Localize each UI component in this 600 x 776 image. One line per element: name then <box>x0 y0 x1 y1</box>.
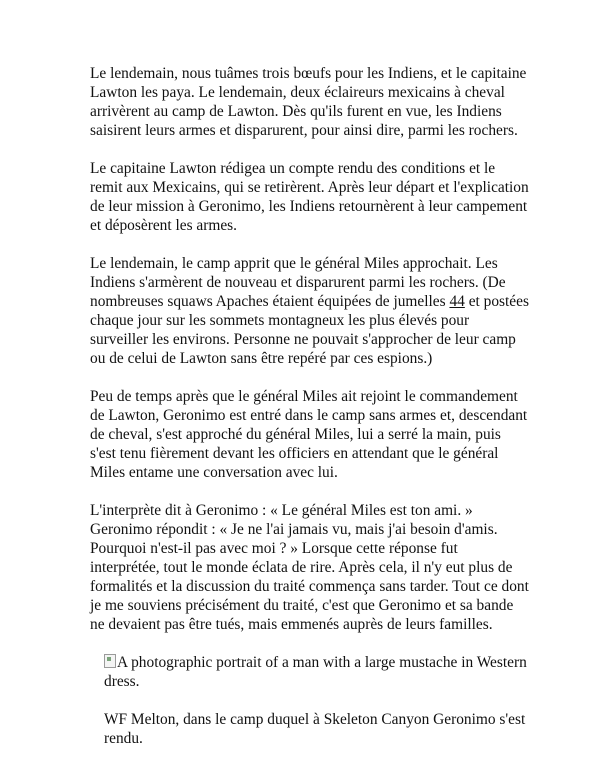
paragraph-3-text-before: Le lendemain, le camp apprit que le général Miles approchait. Les Indiens s'armèrent de nouveau et disparurent parmi les rochers. (De nombreuses squaws Apaches étaient équipées de jumelles <box>90 255 506 310</box>
paragraph-3-text-after: et postées chaque jour sur les sommets montagneux les plus élevés pour surveiller les environs. Personne ne pouvait s'approcher de leur camp ou de celui de Lawton sans être repéré par ces espions.) <box>90 293 529 367</box>
image-alt-text: A photographic portrait of a man with a large mustache in Western dress. <box>104 654 527 690</box>
paragraph-2: Le capitaine Lawton rédigea un compte rendu des conditions et le remit aux Mexicains, qui se retirèrent. Après leur départ et l'explication de leur mission à Geronimo, les Indiens retournèrent à leur campement et déposèrent les armes. <box>90 160 529 234</box>
portrait-image-placeholder <box>104 654 527 690</box>
figure-caption: WF Melton, dans le camp duquel à Skeleton Canyon Geronimo s'est rendu. <box>104 711 526 747</box>
footnote-link-44[interactable]: 44 <box>449 293 465 310</box>
paragraph-3 <box>90 254 530 368</box>
paragraph-4: Peu de temps après que le général Miles ait rejoint le commandement de Lawton, Geronimo est entré dans le camp sans armes et, descendant de cheval, s'est approché du général Miles, lui a serré la main, puis s'est tenu fièrement devant les officiers en attendant que le général Miles entame une conversation avec lui. <box>90 388 528 481</box>
paragraph-5: L'interprète dit à Geronimo : « Le général Miles est ton ami. » Geronimo répondit : « Je ne l'ai jamais vu, mais j'ai besoin d'amis. Pourquoi n'est-il pas avec moi ? » Lorsque cette réponse fut interprétée, tout le monde éclata de rire. Après cela, il n'y eut plus de formalités et la discussion du traité commença sans tarder. Tout ce dont je me souviens précisément du traité, c'est que Geronimo et sa bande ne devaient pas être tués, mais emmenés auprès de leurs familles. <box>90 502 529 633</box>
figure <box>104 653 530 748</box>
paragraph-1: Le lendemain, nous tuâmes trois bœufs pour les Indiens, et le capitaine Lawton les paya. Le lendemain, deux éclaireurs mexicains à cheval arrivèrent au camp de Lawton. Dès qu'ils furent en vue, les Indiens saisirent leurs armes et disparurent, pour ainsi dire, parmi les rochers. <box>90 65 527 139</box>
broken-image-icon <box>104 654 116 668</box>
document-page <box>90 64 530 748</box>
